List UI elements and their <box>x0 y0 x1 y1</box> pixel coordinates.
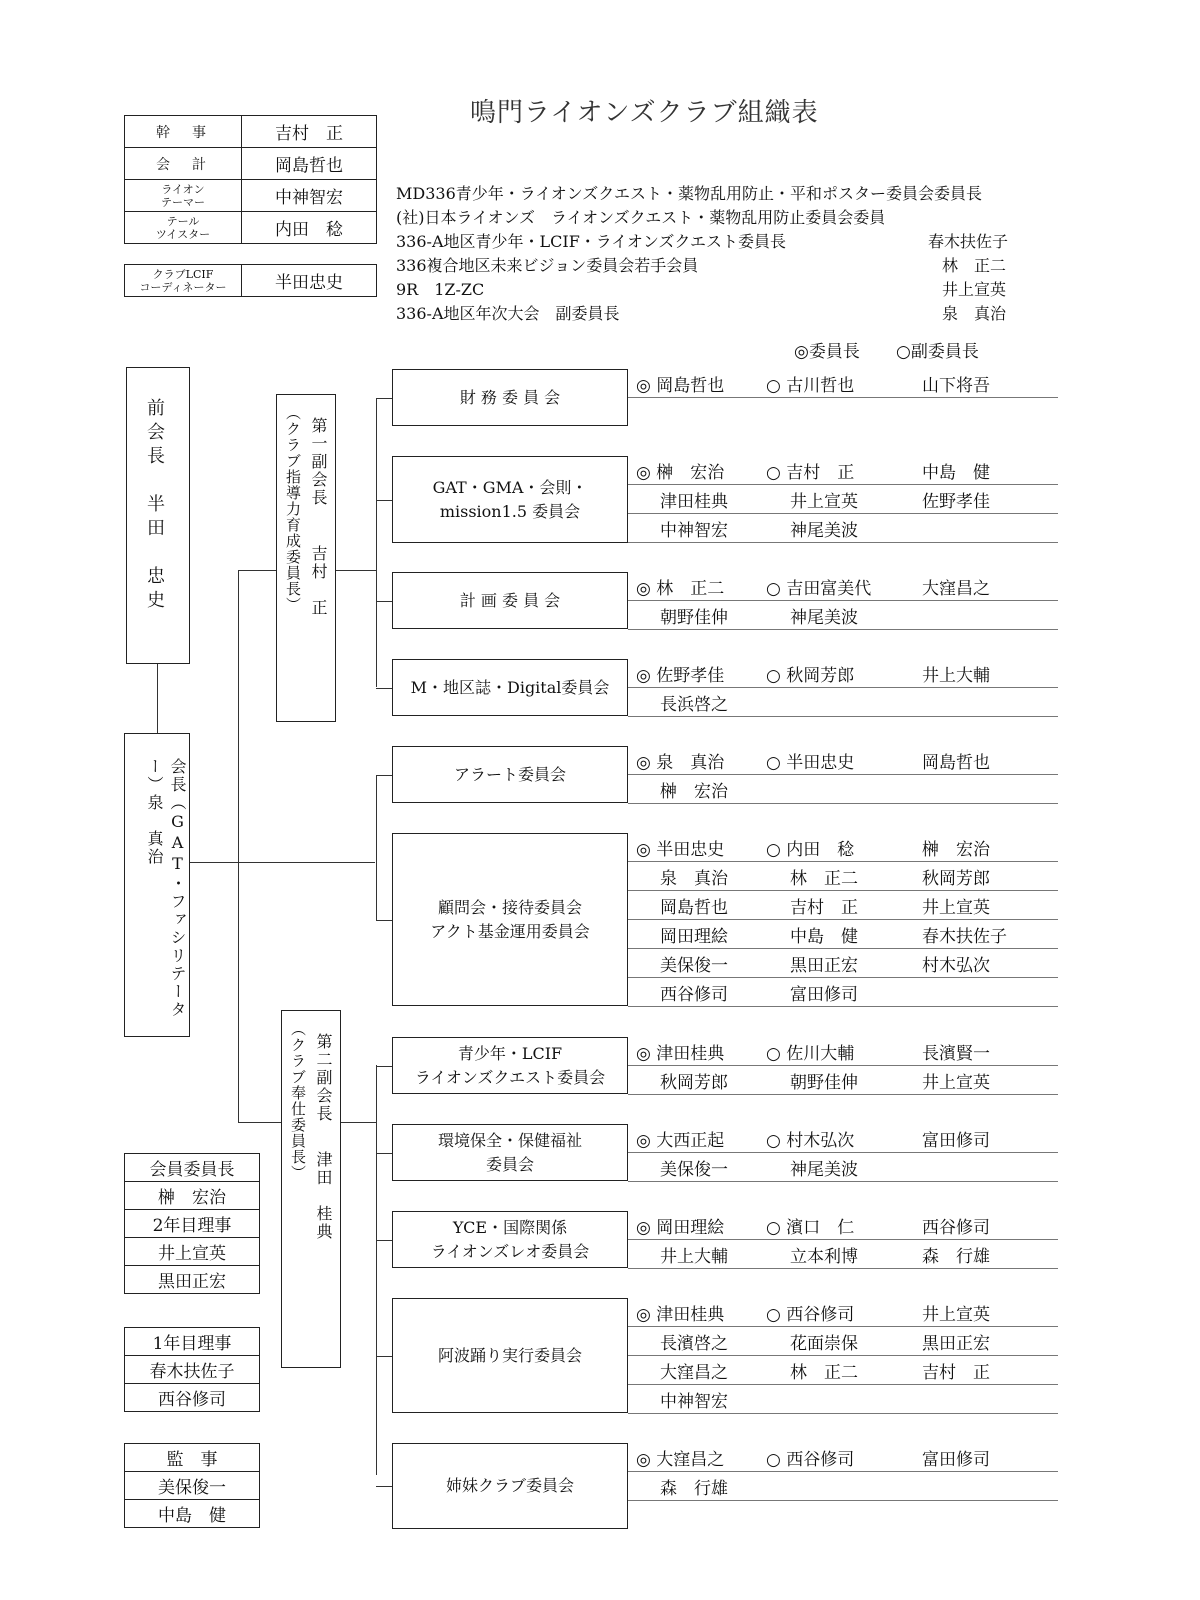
committee-member: 美保俊一 <box>660 956 728 976</box>
lcif-coordinator-table <box>124 264 377 297</box>
connector <box>238 570 239 1122</box>
committee-member: 井上宣英 <box>922 1073 990 1093</box>
committee-member: 吉村 正 <box>922 1363 990 1383</box>
connector <box>376 398 392 399</box>
member-row-rule <box>628 1326 1058 1327</box>
side-cell: 2年目理事 <box>125 1210 260 1238</box>
officer-role: ライオン テーマー <box>125 180 242 212</box>
side-cell: 榊 宏治 <box>125 1182 260 1210</box>
member-row-rule <box>628 1268 1058 1269</box>
second-vp-name: 津田 桂典 <box>314 1151 333 1241</box>
member-row-rule <box>628 1181 1058 1182</box>
committee-member: 西谷修司 <box>922 1218 990 1238</box>
committee-member: ◎ 林 正二 <box>636 579 725 599</box>
committee-member: 黒田正宏 <box>922 1334 990 1354</box>
committee-member: ◎ 榊 宏治 <box>636 463 725 483</box>
committee-member: 井上宣英 <box>922 1305 990 1325</box>
president-label: 会長（GAT・ファシリテーター）泉 真治 <box>145 758 187 1019</box>
committee-name: GAT・GMA・会則・ mission1.5 委員会 <box>432 477 588 521</box>
connector <box>376 1066 392 1067</box>
member-row-rule <box>628 774 1058 775</box>
member-row-rule <box>628 1152 1058 1153</box>
committee-member: 井上大輔 <box>660 1247 728 1267</box>
committee-member: 井上宣英 <box>790 492 858 512</box>
appointment-text: 336複合地区未来ビジョン委員会若手会員 <box>396 256 699 275</box>
committee-member: ○ 半田忠史 <box>766 753 855 773</box>
committee-member: 榊 宏治 <box>922 840 990 860</box>
officer-row <box>125 116 377 148</box>
committee-name: M・地区誌・Digital委員会 <box>410 677 610 697</box>
connector <box>376 1356 392 1357</box>
committee-member: ◎ 津田桂典 <box>636 1305 725 1325</box>
member-row-rule <box>628 542 1058 543</box>
officer-name: 内田 稔 <box>242 212 377 244</box>
member-row-rule <box>628 919 1058 920</box>
committee-box <box>392 369 628 426</box>
committee-member: 長濱賢一 <box>922 1044 990 1064</box>
member-row-rule <box>628 397 1058 398</box>
appointment-name: 井上宣英 <box>942 280 1007 299</box>
member-row-rule <box>628 716 1058 717</box>
committee-member: ○ 内田 稔 <box>766 840 855 860</box>
committee-member: 佐野孝佳 <box>922 492 990 512</box>
committee-name: アラート委員会 <box>453 764 566 784</box>
second-vp-sub: （クラブ奉仕委員長） <box>289 1021 307 1181</box>
connector <box>238 1122 281 1123</box>
appointment-name: 春木扶佐子 <box>928 232 1009 251</box>
page-title: 鳴門ライオンズクラブ組織表 <box>470 98 819 128</box>
member-row-rule <box>628 600 1058 601</box>
committee-member: 林 正二 <box>790 869 858 889</box>
committee-member: ◎ 泉 真治 <box>636 753 725 773</box>
connector <box>376 601 392 602</box>
connector <box>376 500 392 501</box>
member-row-rule <box>628 1471 1058 1472</box>
member-row-rule <box>628 890 1058 891</box>
committee-member: ◎ 津田桂典 <box>636 1044 725 1064</box>
committee-name: 環境保全・保健福祉 委員会 <box>437 1130 582 1174</box>
officer-row <box>125 148 377 180</box>
committee-box <box>392 1211 628 1268</box>
committee-member: 林 正二 <box>790 1363 858 1383</box>
appointment-text: MD336青少年・ライオンズクエスト・薬物乱用防止・平和ポスター委員会委員長 <box>396 184 982 203</box>
committee-member: 津田桂典 <box>660 492 728 512</box>
committee-member: 大窪昌之 <box>660 1363 728 1383</box>
officer-role: 会 計 <box>125 148 242 180</box>
first-vp-name: 吉村 正 <box>309 545 328 617</box>
first-vp-sub: （クラブ指導力育成委員長） <box>284 405 302 613</box>
committee-member: ◎ 岡田理絵 <box>636 1218 725 1238</box>
legend-chair: ◎委員長 <box>794 342 860 362</box>
committee-member: ◎ 半田忠史 <box>636 840 725 860</box>
committee-member: ○ 濱口 仁 <box>766 1218 855 1238</box>
officer-role: テール ツイスター <box>125 212 242 244</box>
committee-member: 井上大輔 <box>922 666 990 686</box>
committee-name: 阿波踊り実行委員会 <box>437 1345 582 1365</box>
member-row-rule <box>628 629 1058 630</box>
member-row-rule <box>628 1239 1058 1240</box>
member-row-rule <box>628 977 1058 978</box>
side-cell: 西谷修司 <box>125 1384 260 1412</box>
committee-member: 秋岡芳郎 <box>660 1073 728 1093</box>
committee-member: 中島 健 <box>922 463 990 483</box>
committee-member: ○ 吉田富美代 <box>766 579 872 599</box>
member-row-rule <box>628 1006 1058 1007</box>
side-group-directors <box>124 1327 260 1412</box>
member-row-rule <box>628 687 1058 688</box>
committee-member: ○ 西谷修司 <box>766 1450 855 1470</box>
committee-member: 神尾美波 <box>790 1160 858 1180</box>
connector <box>157 664 158 733</box>
side-cell: 美保俊一 <box>125 1472 260 1500</box>
committee-name: 財 務 委 員 会 <box>459 387 561 407</box>
committee-member: 大窪昌之 <box>922 579 990 599</box>
member-row-rule <box>628 1355 1058 1356</box>
officer-role: 幹 事 <box>125 116 242 148</box>
member-row-rule <box>628 948 1058 949</box>
committee-box <box>392 572 628 629</box>
committee-member: 中島 健 <box>790 927 858 947</box>
appointment-name: 林 正二 <box>942 256 1007 275</box>
committee-member: 榊 宏治 <box>660 782 728 802</box>
connector <box>336 570 376 571</box>
officer-row <box>125 212 377 244</box>
committee-box <box>392 1298 628 1413</box>
officer-row <box>125 180 377 212</box>
committee-box <box>392 659 628 716</box>
side-cell: 黒田正宏 <box>125 1266 260 1294</box>
committee-member: ○ 西谷修司 <box>766 1305 855 1325</box>
committee-member: 朝野佳伸 <box>790 1073 858 1093</box>
committee-member: 美保俊一 <box>660 1160 728 1180</box>
committee-member: ◎ 佐野孝佳 <box>636 666 725 686</box>
connector <box>376 1240 392 1241</box>
committee-name: YCE・国際関係 ライオンズレオ委員会 <box>430 1217 590 1261</box>
committee-member: ◎ 大西正起 <box>636 1131 725 1151</box>
connector <box>376 688 392 689</box>
committee-member: 長浜啓之 <box>660 695 728 715</box>
committee-member: 長濱啓之 <box>660 1334 728 1354</box>
committee-member: ○ 佐川大輔 <box>766 1044 855 1064</box>
member-row-rule <box>628 513 1058 514</box>
legend-vice: ○副委員長 <box>896 342 979 362</box>
committee-member: 花面崇保 <box>790 1334 858 1354</box>
committee-member: 富田修司 <box>790 985 858 1005</box>
committee-member: 中神智宏 <box>660 1392 728 1412</box>
officer-name: 吉村 正 <box>242 116 377 148</box>
side-cell: 中島 健 <box>125 1500 260 1528</box>
side-group-members <box>124 1153 260 1294</box>
appointment-text: 336-A地区青少年・LCIF・ライオンズクエスト委員長 <box>396 232 787 251</box>
side-cell: 1年目理事 <box>125 1328 260 1356</box>
member-row-rule <box>628 1384 1058 1385</box>
second-vp-box <box>281 1010 341 1368</box>
connector <box>238 570 276 571</box>
member-row-rule <box>628 861 1058 862</box>
committee-member: 立本利博 <box>790 1247 858 1267</box>
connector <box>376 1486 392 1487</box>
president-box <box>124 733 190 1037</box>
committee-member: 中神智宏 <box>660 521 728 541</box>
committee-member: 吉村 正 <box>790 898 858 918</box>
committee-name: 顧問会・接待委員会 アクト基金運用委員会 <box>430 897 590 941</box>
committee-member: ◎ 岡島哲也 <box>636 376 725 396</box>
lcif-coordinator-name: 半田忠史 <box>242 265 377 297</box>
committee-member: ◎ 大窪昌之 <box>636 1450 725 1470</box>
committee-member: ○ 古川哲也 <box>766 376 855 396</box>
committee-member: 井上宣英 <box>922 898 990 918</box>
committee-member: 西谷修司 <box>660 985 728 1005</box>
committee-member: 岡島哲也 <box>922 753 990 773</box>
connector <box>376 920 392 921</box>
committee-member: 岡田理絵 <box>660 927 728 947</box>
side-group-auditors <box>124 1443 260 1528</box>
side-cell: 会員委員長 <box>125 1154 260 1182</box>
committee-member: 朝野佳伸 <box>660 608 728 628</box>
committee-box <box>392 1124 628 1181</box>
lcif-coordinator-role: クラブLCIF コーディネーター <box>125 265 242 297</box>
appointment-text: 9R 1Z-ZC <box>396 280 485 299</box>
committee-member: 森 行雄 <box>660 1479 728 1499</box>
appointment-name: 泉 真治 <box>942 304 1007 323</box>
officers-table <box>124 115 377 244</box>
committee-member: 山下将吾 <box>922 376 990 396</box>
committee-member: 岡島哲也 <box>660 898 728 918</box>
committee-member: 神尾美波 <box>790 521 858 541</box>
connector <box>376 775 377 921</box>
committee-member: 村木弘次 <box>922 956 990 976</box>
member-row-rule <box>628 1065 1058 1066</box>
first-vp-title: 第一副会長 <box>309 417 328 507</box>
member-row-rule <box>628 1094 1058 1095</box>
connector <box>376 398 377 687</box>
side-cell: 井上宣英 <box>125 1238 260 1266</box>
member-row-rule <box>628 484 1058 485</box>
appointment-text: 336-A地区年次大会 副委員長 <box>396 304 620 323</box>
first-vp-box <box>276 394 336 722</box>
past-president-box <box>126 367 190 664</box>
committee-member: 森 行雄 <box>922 1247 990 1267</box>
committee-member: 春木扶佐子 <box>922 927 1007 947</box>
member-row-rule <box>628 1500 1058 1501</box>
committee-name: 青少年・LCIF ライオンズクエスト委員会 <box>414 1043 606 1087</box>
committee-box <box>392 1443 628 1529</box>
connector <box>376 1065 377 1475</box>
officer-row <box>125 265 377 297</box>
connector <box>341 1122 376 1123</box>
committee-box <box>392 456 628 543</box>
appointment-text: (社)日本ライオンズ ライオンズクエスト・薬物乱用防止委員会委員 <box>396 208 886 227</box>
past-president-label: 前会長 半田 忠史 <box>144 398 165 614</box>
connector <box>190 862 375 863</box>
committee-box <box>392 746 628 803</box>
connector <box>376 1153 392 1154</box>
committee-member: 泉 真治 <box>660 869 728 889</box>
committee-member: ○ 村木弘次 <box>766 1131 855 1151</box>
committee-member: 神尾美波 <box>790 608 858 628</box>
officer-name: 中神智宏 <box>242 180 377 212</box>
committee-name: 姉妹クラブ委員会 <box>445 1476 574 1495</box>
connector <box>376 775 392 776</box>
committee-box <box>392 1037 628 1094</box>
member-row-rule <box>628 803 1058 804</box>
committee-member: ○ 秋岡芳郎 <box>766 666 855 686</box>
second-vp-title: 第二副会長 <box>314 1033 333 1123</box>
committee-member: ○ 吉村 正 <box>766 463 855 483</box>
member-row-rule <box>628 1413 1058 1414</box>
committee-member: 富田修司 <box>922 1450 990 1470</box>
side-cell: 監 事 <box>125 1444 260 1472</box>
side-cell: 春木扶佐子 <box>125 1356 260 1384</box>
committee-name: 計 画 委 員 会 <box>459 590 561 610</box>
officer-name: 岡島哲也 <box>242 148 377 180</box>
committee-member: 秋岡芳郎 <box>922 869 990 889</box>
committee-box <box>392 833 628 1006</box>
committee-member: 黒田正宏 <box>790 956 858 976</box>
committee-member: 富田修司 <box>922 1131 990 1151</box>
